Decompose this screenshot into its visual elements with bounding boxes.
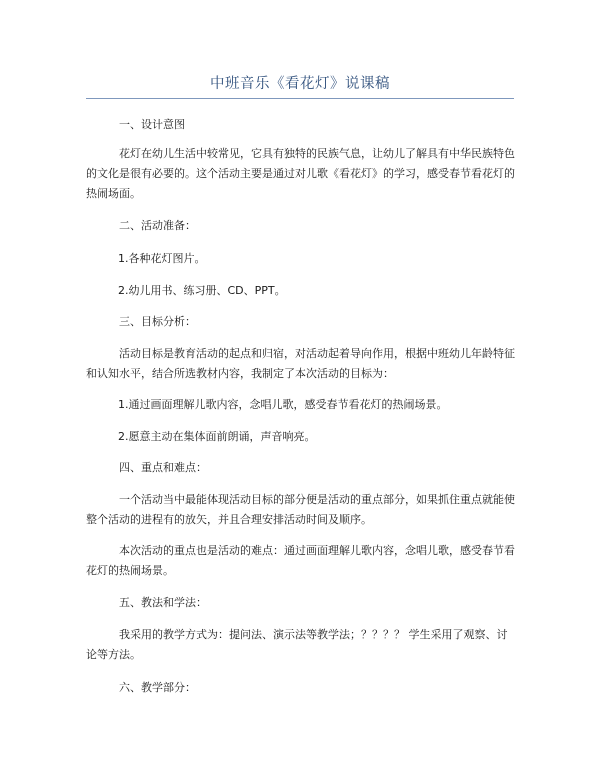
list-item-goal-1: 1.通过画面理解儿歌内容，念唱儿歌，感受春节看花灯的热闹场景。 [118, 398, 448, 411]
section-heading-key-points: 四、重点和难点： [119, 461, 207, 474]
list-item-preparation-1: 1.各种花灯图片。 [118, 252, 206, 265]
section-heading-goal-analysis: 三、目标分析： [119, 315, 196, 328]
section-heading-teaching: 六、教学部分： [119, 681, 196, 694]
paragraph-key-points-2: 本次活动的重点也是活动的难点：通过画面理解儿歌内容，念唱儿歌，感受春节看花灯的热闹场景。 [86, 544, 515, 577]
section-heading-preparation: 二、活动准备： [119, 219, 196, 232]
section-heading-methods: 五、教法和学法： [119, 596, 207, 609]
document-title: 中班音乐《看花灯》说课稿 [210, 76, 390, 92]
paragraph-methods: 我采用的教学方式为：提问法、演示法等教学法；？？？？ 学生采用了观察、讨论等方法。 [86, 628, 508, 661]
section-heading-design-intent: 一、设计意图 [119, 118, 185, 131]
list-item-goal-2: 2.愿意主动在集体面前朗诵，声音响亮。 [118, 430, 316, 443]
paragraph-goal-analysis: 活动目标是教育活动的起点和归宿，对活动起着导向作用，根据中班幼儿年龄特征和认知水平，结合所选教材内容，我制定了本次活动的目标为： [86, 347, 515, 380]
paragraph-design-intent: 花灯在幼儿生活中较常见，它具有独特的民族气息，让幼儿了解具有中华民族特色的文化是很有必要的。这个活动主要是通过对儿歌《看花灯》的学习，感受春节看花灯的热闹场面。 [86, 147, 515, 200]
title-divider [86, 98, 514, 99]
paragraph-key-points-1: 一个活动当中最能体现活动目标的部分便是活动的重点部分，如果抓住重点就能使整个活动的进程有的放矢，并且合理安排活动时间及顺序。 [86, 493, 515, 526]
list-item-preparation-2: 2.幼儿用书、练习册、CD、PPT。 [118, 284, 286, 297]
